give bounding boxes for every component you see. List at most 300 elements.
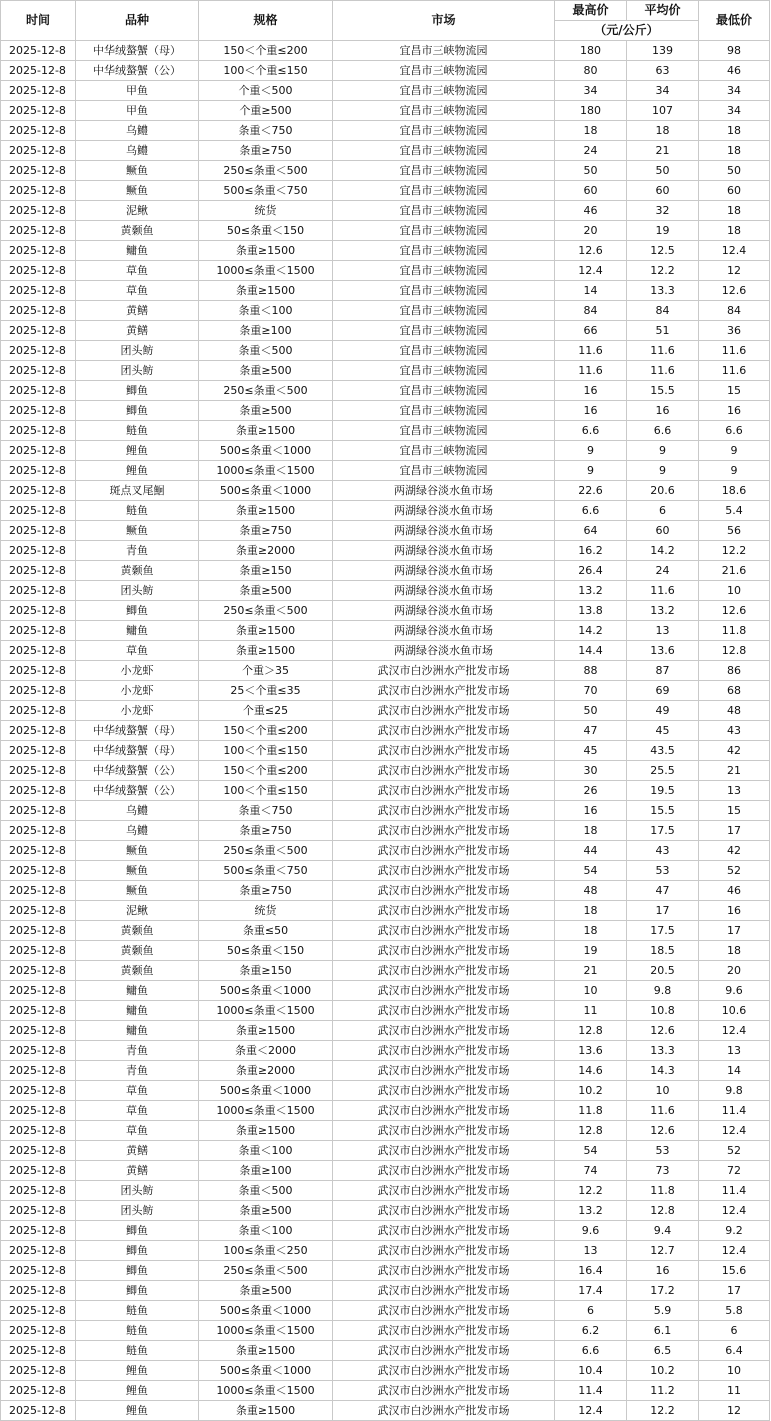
cell-market: 宜昌市三峡物流园 — [333, 341, 555, 361]
cell-date: 2025-12-8 — [1, 361, 76, 381]
cell-avg-price: 15.5 — [627, 381, 699, 401]
cell-spec: 100＜个重≤150 — [199, 61, 333, 81]
cell-avg-price: 25.5 — [627, 761, 699, 781]
cell-spec: 条重≥1500 — [199, 621, 333, 641]
cell-spec: 条重≥1500 — [199, 1401, 333, 1421]
cell-variety: 草鱼 — [76, 1121, 199, 1141]
cell-min-price: 12.2 — [699, 541, 770, 561]
cell-date: 2025-12-8 — [1, 1241, 76, 1261]
cell-max-price: 20 — [555, 221, 627, 241]
table-row — [1, 1301, 770, 1321]
cell-min-price: 15.6 — [699, 1261, 770, 1281]
cell-date: 2025-12-8 — [1, 1381, 76, 1401]
cell-market: 两湖绿谷淡水鱼市场 — [333, 581, 555, 601]
header-market: 市场 — [333, 1, 555, 41]
cell-date: 2025-12-8 — [1, 101, 76, 121]
cell-date: 2025-12-8 — [1, 1201, 76, 1221]
cell-min-price: 18 — [699, 121, 770, 141]
table-row — [1, 621, 770, 641]
cell-variety: 鲫鱼 — [76, 401, 199, 421]
cell-avg-price: 69 — [627, 681, 699, 701]
cell-avg-price: 13.3 — [627, 1041, 699, 1061]
cell-min-price: 15 — [699, 381, 770, 401]
cell-variety: 团头鲂 — [76, 581, 199, 601]
cell-avg-price: 53 — [627, 861, 699, 881]
cell-variety: 乌鳢 — [76, 141, 199, 161]
cell-max-price: 34 — [555, 81, 627, 101]
cell-date: 2025-12-8 — [1, 921, 76, 941]
cell-spec: 条重≥500 — [199, 1281, 333, 1301]
cell-max-price: 16.4 — [555, 1261, 627, 1281]
cell-avg-price: 19 — [627, 221, 699, 241]
cell-market: 武汉市白沙洲水产批发市场 — [333, 1121, 555, 1141]
cell-date: 2025-12-8 — [1, 1361, 76, 1381]
cell-spec: 25＜个重≤35 — [199, 681, 333, 701]
cell-variety: 黄鳝 — [76, 1161, 199, 1181]
cell-max-price: 16 — [555, 381, 627, 401]
cell-date: 2025-12-8 — [1, 801, 76, 821]
cell-variety: 乌鳢 — [76, 821, 199, 841]
cell-avg-price: 60 — [627, 181, 699, 201]
cell-date: 2025-12-8 — [1, 721, 76, 741]
cell-date: 2025-12-8 — [1, 681, 76, 701]
cell-max-price: 21 — [555, 961, 627, 981]
cell-max-price: 180 — [555, 101, 627, 121]
table-row — [1, 981, 770, 1001]
table-body — [1, 41, 770, 1421]
cell-market: 武汉市白沙洲水产批发市场 — [333, 1221, 555, 1241]
cell-spec: 条重≤50 — [199, 921, 333, 941]
cell-date: 2025-12-8 — [1, 301, 76, 321]
table-row — [1, 81, 770, 101]
cell-avg-price: 10 — [627, 1081, 699, 1101]
cell-variety: 甲鱼 — [76, 81, 199, 101]
cell-date: 2025-12-8 — [1, 901, 76, 921]
cell-max-price: 45 — [555, 741, 627, 761]
table-row — [1, 921, 770, 941]
cell-min-price: 13 — [699, 1041, 770, 1061]
cell-date: 2025-12-8 — [1, 441, 76, 461]
cell-market: 两湖绿谷淡水鱼市场 — [333, 501, 555, 521]
cell-avg-price: 12.8 — [627, 1201, 699, 1221]
cell-avg-price: 14.3 — [627, 1061, 699, 1081]
table-row — [1, 821, 770, 841]
cell-variety: 小龙虾 — [76, 681, 199, 701]
table-row — [1, 201, 770, 221]
cell-min-price: 46 — [699, 61, 770, 81]
cell-avg-price: 16 — [627, 401, 699, 421]
cell-variety: 泥鳅 — [76, 901, 199, 921]
cell-spec: 条重≥100 — [199, 321, 333, 341]
cell-avg-price: 45 — [627, 721, 699, 741]
cell-spec: 500≤条重＜1000 — [199, 481, 333, 501]
cell-variety: 鳜鱼 — [76, 161, 199, 181]
cell-variety: 鳙鱼 — [76, 241, 199, 261]
cell-avg-price: 13.3 — [627, 281, 699, 301]
cell-min-price: 50 — [699, 161, 770, 181]
cell-variety: 小龙虾 — [76, 701, 199, 721]
cell-max-price: 70 — [555, 681, 627, 701]
cell-market: 武汉市白沙洲水产批发市场 — [333, 1061, 555, 1081]
cell-date: 2025-12-8 — [1, 841, 76, 861]
header-max-price: 最高价 — [555, 1, 627, 21]
cell-avg-price: 139 — [627, 41, 699, 61]
cell-avg-price: 53 — [627, 1141, 699, 1161]
cell-min-price: 6.4 — [699, 1341, 770, 1361]
cell-min-price: 15 — [699, 801, 770, 821]
table-header — [1, 1, 770, 41]
cell-variety: 斑点叉尾鮰 — [76, 481, 199, 501]
cell-date: 2025-12-8 — [1, 481, 76, 501]
table-row — [1, 761, 770, 781]
cell-min-price: 21.6 — [699, 561, 770, 581]
cell-max-price: 6.6 — [555, 421, 627, 441]
table-row — [1, 501, 770, 521]
cell-market: 宜昌市三峡物流园 — [333, 401, 555, 421]
cell-variety: 鲢鱼 — [76, 501, 199, 521]
cell-min-price: 52 — [699, 861, 770, 881]
table-row — [1, 1381, 770, 1401]
cell-min-price: 43 — [699, 721, 770, 741]
cell-date: 2025-12-8 — [1, 81, 76, 101]
cell-min-price: 17 — [699, 1281, 770, 1301]
cell-date: 2025-12-8 — [1, 1081, 76, 1101]
cell-min-price: 18 — [699, 941, 770, 961]
cell-max-price: 30 — [555, 761, 627, 781]
cell-max-price: 14.4 — [555, 641, 627, 661]
cell-min-price: 68 — [699, 681, 770, 701]
cell-market: 武汉市白沙洲水产批发市场 — [333, 741, 555, 761]
cell-avg-price: 15.5 — [627, 801, 699, 821]
cell-date: 2025-12-8 — [1, 621, 76, 641]
cell-spec: 条重≥1500 — [199, 421, 333, 441]
cell-market: 武汉市白沙洲水产批发市场 — [333, 1021, 555, 1041]
cell-spec: 150＜个重≤200 — [199, 721, 333, 741]
cell-spec: 条重＜100 — [199, 301, 333, 321]
cell-avg-price: 13 — [627, 621, 699, 641]
table-row — [1, 601, 770, 621]
cell-min-price: 10 — [699, 581, 770, 601]
cell-date: 2025-12-8 — [1, 1301, 76, 1321]
cell-market: 宜昌市三峡物流园 — [333, 421, 555, 441]
cell-variety: 中华绒螯蟹（公） — [76, 61, 199, 81]
cell-min-price: 12.6 — [699, 281, 770, 301]
cell-spec: 条重≥750 — [199, 881, 333, 901]
cell-max-price: 9.6 — [555, 1221, 627, 1241]
cell-max-price: 11.6 — [555, 361, 627, 381]
table-row — [1, 461, 770, 481]
cell-max-price: 6.6 — [555, 1341, 627, 1361]
cell-date: 2025-12-8 — [1, 321, 76, 341]
table-row — [1, 641, 770, 661]
cell-min-price: 16 — [699, 401, 770, 421]
cell-min-price: 9 — [699, 441, 770, 461]
cell-avg-price: 73 — [627, 1161, 699, 1181]
cell-variety: 中华绒螯蟹（母） — [76, 41, 199, 61]
cell-avg-price: 43.5 — [627, 741, 699, 761]
cell-avg-price: 5.9 — [627, 1301, 699, 1321]
cell-min-price: 42 — [699, 741, 770, 761]
header-unit: （元/公斤） — [555, 21, 699, 41]
cell-variety: 鳜鱼 — [76, 841, 199, 861]
table-row — [1, 1121, 770, 1141]
cell-avg-price: 20.6 — [627, 481, 699, 501]
cell-spec: 统货 — [199, 201, 333, 221]
header-avg-price: 平均价 — [627, 1, 699, 21]
cell-max-price: 50 — [555, 161, 627, 181]
cell-spec: 250≤条重＜500 — [199, 161, 333, 181]
cell-max-price: 6.2 — [555, 1321, 627, 1341]
cell-date: 2025-12-8 — [1, 401, 76, 421]
cell-market: 宜昌市三峡物流园 — [333, 381, 555, 401]
table-row — [1, 61, 770, 81]
table-row — [1, 661, 770, 681]
cell-spec: 500≤条重＜750 — [199, 861, 333, 881]
cell-max-price: 84 — [555, 301, 627, 321]
cell-avg-price: 9 — [627, 461, 699, 481]
cell-variety: 草鱼 — [76, 1081, 199, 1101]
cell-date: 2025-12-8 — [1, 1001, 76, 1021]
table-row — [1, 281, 770, 301]
cell-min-price: 86 — [699, 661, 770, 681]
cell-max-price: 60 — [555, 181, 627, 201]
cell-variety: 鲫鱼 — [76, 1221, 199, 1241]
cell-variety: 泥鳅 — [76, 201, 199, 221]
cell-variety: 鲤鱼 — [76, 1361, 199, 1381]
cell-date: 2025-12-8 — [1, 461, 76, 481]
cell-max-price: 47 — [555, 721, 627, 741]
cell-avg-price: 11.6 — [627, 581, 699, 601]
cell-variety: 鳜鱼 — [76, 181, 199, 201]
cell-variety: 鲢鱼 — [76, 1341, 199, 1361]
cell-avg-price: 14.2 — [627, 541, 699, 561]
table-row — [1, 1081, 770, 1101]
table-row — [1, 521, 770, 541]
cell-variety: 中华绒螯蟹（母） — [76, 741, 199, 761]
cell-date: 2025-12-8 — [1, 1141, 76, 1161]
cell-max-price: 12.4 — [555, 1401, 627, 1421]
cell-market: 宜昌市三峡物流园 — [333, 261, 555, 281]
cell-spec: 条重＜500 — [199, 1181, 333, 1201]
cell-market: 武汉市白沙洲水产批发市场 — [333, 1201, 555, 1221]
cell-spec: 个重＜500 — [199, 81, 333, 101]
cell-variety: 黄鳝 — [76, 1141, 199, 1161]
cell-date: 2025-12-8 — [1, 641, 76, 661]
table-row — [1, 681, 770, 701]
cell-date: 2025-12-8 — [1, 61, 76, 81]
cell-max-price: 9 — [555, 441, 627, 461]
table-row — [1, 541, 770, 561]
cell-min-price: 60 — [699, 181, 770, 201]
cell-max-price: 66 — [555, 321, 627, 341]
table-row — [1, 841, 770, 861]
cell-market: 武汉市白沙洲水产批发市场 — [333, 661, 555, 681]
cell-market: 宜昌市三峡物流园 — [333, 281, 555, 301]
cell-min-price: 18 — [699, 141, 770, 161]
cell-min-price: 12 — [699, 261, 770, 281]
cell-spec: 条重≥750 — [199, 521, 333, 541]
cell-spec: 条重＜500 — [199, 341, 333, 361]
cell-min-price: 98 — [699, 41, 770, 61]
cell-avg-price: 107 — [627, 101, 699, 121]
cell-variety: 鳜鱼 — [76, 861, 199, 881]
table-row — [1, 881, 770, 901]
table-row — [1, 1181, 770, 1201]
cell-market: 武汉市白沙洲水产批发市场 — [333, 1301, 555, 1321]
cell-avg-price: 16 — [627, 1261, 699, 1281]
cell-date: 2025-12-8 — [1, 421, 76, 441]
cell-spec: 50≤条重＜150 — [199, 221, 333, 241]
cell-avg-price: 12.6 — [627, 1121, 699, 1141]
cell-avg-price: 17.5 — [627, 921, 699, 941]
cell-min-price: 36 — [699, 321, 770, 341]
table-row — [1, 1041, 770, 1061]
cell-min-price: 46 — [699, 881, 770, 901]
table-row — [1, 741, 770, 761]
cell-spec: 250≤条重＜500 — [199, 601, 333, 621]
cell-variety: 鲢鱼 — [76, 421, 199, 441]
cell-max-price: 16.2 — [555, 541, 627, 561]
cell-avg-price: 34 — [627, 81, 699, 101]
cell-min-price: 21 — [699, 761, 770, 781]
cell-variety: 鳙鱼 — [76, 1001, 199, 1021]
cell-min-price: 11.6 — [699, 361, 770, 381]
cell-avg-price: 12.5 — [627, 241, 699, 261]
cell-market: 武汉市白沙洲水产批发市场 — [333, 1281, 555, 1301]
cell-market: 宜昌市三峡物流园 — [333, 321, 555, 341]
cell-date: 2025-12-8 — [1, 141, 76, 161]
cell-date: 2025-12-8 — [1, 541, 76, 561]
table-row — [1, 861, 770, 881]
cell-variety: 草鱼 — [76, 1101, 199, 1121]
cell-variety: 青鱼 — [76, 541, 199, 561]
cell-spec: 条重＜750 — [199, 801, 333, 821]
cell-date: 2025-12-8 — [1, 1261, 76, 1281]
cell-date: 2025-12-8 — [1, 121, 76, 141]
cell-market: 武汉市白沙洲水产批发市场 — [333, 941, 555, 961]
cell-min-price: 11.4 — [699, 1101, 770, 1121]
cell-variety: 鳜鱼 — [76, 881, 199, 901]
cell-date: 2025-12-8 — [1, 1401, 76, 1421]
cell-variety: 黄鳝 — [76, 301, 199, 321]
cell-spec: 条重≥1500 — [199, 641, 333, 661]
cell-min-price: 12.6 — [699, 601, 770, 621]
cell-min-price: 9.6 — [699, 981, 770, 1001]
cell-variety: 鳙鱼 — [76, 621, 199, 641]
cell-market: 武汉市白沙洲水产批发市场 — [333, 1381, 555, 1401]
cell-market: 武汉市白沙洲水产批发市场 — [333, 701, 555, 721]
cell-avg-price: 9.8 — [627, 981, 699, 1001]
cell-variety: 黄颡鱼 — [76, 941, 199, 961]
cell-avg-price: 11.6 — [627, 361, 699, 381]
cell-date: 2025-12-8 — [1, 161, 76, 181]
cell-date: 2025-12-8 — [1, 1341, 76, 1361]
cell-max-price: 13.2 — [555, 581, 627, 601]
table-row — [1, 41, 770, 61]
cell-date: 2025-12-8 — [1, 881, 76, 901]
cell-market: 武汉市白沙洲水产批发市场 — [333, 1261, 555, 1281]
cell-date: 2025-12-8 — [1, 1021, 76, 1041]
table-row — [1, 1241, 770, 1261]
table-row — [1, 1261, 770, 1281]
cell-min-price: 12 — [699, 1401, 770, 1421]
cell-date: 2025-12-8 — [1, 1041, 76, 1061]
cell-market: 武汉市白沙洲水产批发市场 — [333, 1101, 555, 1121]
cell-date: 2025-12-8 — [1, 861, 76, 881]
cell-date: 2025-12-8 — [1, 761, 76, 781]
cell-market: 宜昌市三峡物流园 — [333, 361, 555, 381]
cell-market: 两湖绿谷淡水鱼市场 — [333, 561, 555, 581]
cell-max-price: 13.6 — [555, 1041, 627, 1061]
cell-avg-price: 21 — [627, 141, 699, 161]
cell-date: 2025-12-8 — [1, 941, 76, 961]
cell-max-price: 18 — [555, 901, 627, 921]
cell-spec: 条重≥500 — [199, 1201, 333, 1221]
cell-date: 2025-12-8 — [1, 1121, 76, 1141]
cell-max-price: 11.4 — [555, 1381, 627, 1401]
cell-market: 武汉市白沙洲水产批发市场 — [333, 1241, 555, 1261]
cell-variety: 鳜鱼 — [76, 521, 199, 541]
cell-max-price: 88 — [555, 661, 627, 681]
cell-market: 宜昌市三峡物流园 — [333, 61, 555, 81]
cell-variety: 中华绒螯蟹（公） — [76, 781, 199, 801]
cell-date: 2025-12-8 — [1, 581, 76, 601]
cell-avg-price: 87 — [627, 661, 699, 681]
cell-variety: 小龙虾 — [76, 661, 199, 681]
cell-date: 2025-12-8 — [1, 41, 76, 61]
cell-spec: 1000≤条重＜1500 — [199, 1001, 333, 1021]
cell-variety: 团头鲂 — [76, 361, 199, 381]
cell-max-price: 54 — [555, 1141, 627, 1161]
cell-date: 2025-12-8 — [1, 701, 76, 721]
cell-max-price: 10.4 — [555, 1361, 627, 1381]
cell-variety: 黄颡鱼 — [76, 921, 199, 941]
cell-max-price: 12.8 — [555, 1021, 627, 1041]
cell-max-price: 12.4 — [555, 261, 627, 281]
cell-spec: 250≤条重＜500 — [199, 841, 333, 861]
cell-min-price: 11.8 — [699, 621, 770, 641]
table-row — [1, 1161, 770, 1181]
cell-spec: 条重≥1500 — [199, 1021, 333, 1041]
header-row — [1, 1, 770, 21]
table-row — [1, 421, 770, 441]
cell-market: 宜昌市三峡物流园 — [333, 41, 555, 61]
cell-market: 两湖绿谷淡水鱼市场 — [333, 621, 555, 641]
cell-market: 武汉市白沙洲水产批发市场 — [333, 1321, 555, 1341]
cell-max-price: 11.8 — [555, 1101, 627, 1121]
header-date: 时间 — [1, 1, 76, 41]
table-row — [1, 401, 770, 421]
table-row — [1, 1201, 770, 1221]
cell-market: 两湖绿谷淡水鱼市场 — [333, 641, 555, 661]
cell-date: 2025-12-8 — [1, 201, 76, 221]
cell-market: 宜昌市三峡物流园 — [333, 141, 555, 161]
cell-min-price: 5.4 — [699, 501, 770, 521]
cell-min-price: 12.4 — [699, 1241, 770, 1261]
cell-min-price: 9.2 — [699, 1221, 770, 1241]
table-row — [1, 801, 770, 821]
cell-avg-price: 9.4 — [627, 1221, 699, 1241]
cell-min-price: 84 — [699, 301, 770, 321]
cell-avg-price: 9 — [627, 441, 699, 461]
cell-spec: 150＜个重≤200 — [199, 761, 333, 781]
cell-avg-price: 11.8 — [627, 1181, 699, 1201]
cell-spec: 500≤条重＜750 — [199, 181, 333, 201]
cell-min-price: 12.4 — [699, 1021, 770, 1041]
cell-market: 宜昌市三峡物流园 — [333, 161, 555, 181]
cell-min-price: 5.8 — [699, 1301, 770, 1321]
table-row — [1, 1021, 770, 1041]
